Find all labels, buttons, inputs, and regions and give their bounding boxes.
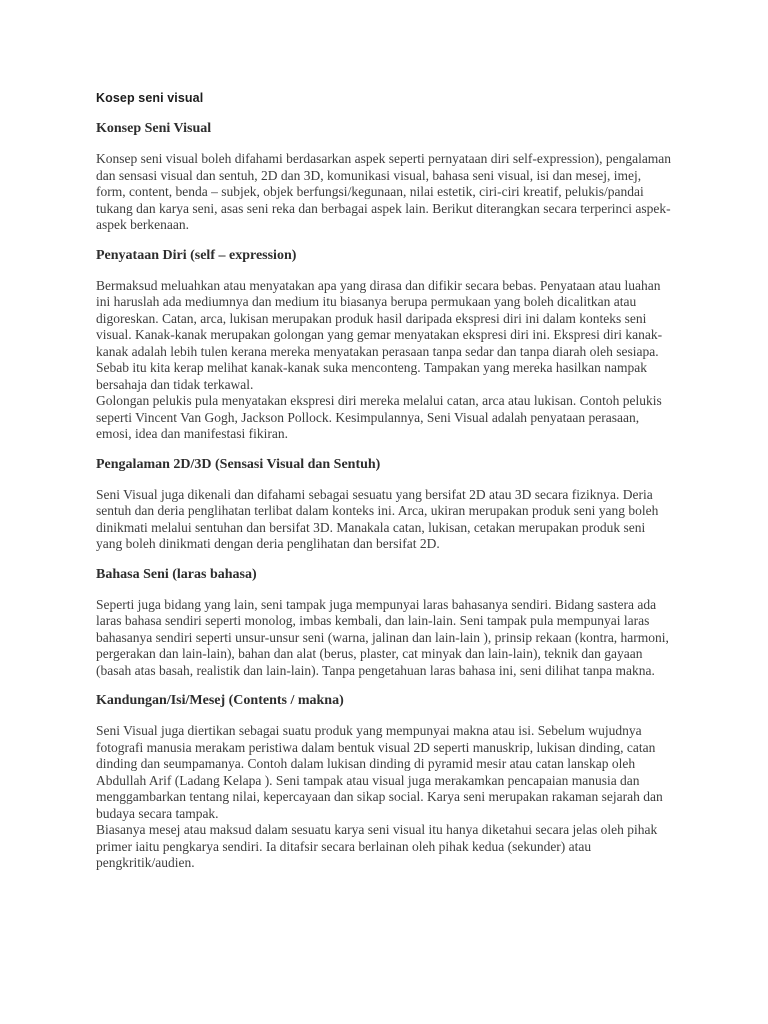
paragraph: Golongan pelukis pula menyatakan ekspresi diri mereka melalui catan, arca atau lukisan. Contoh pelukis seperti Vincent Van Gogh, Jackson Pollock. Kesimpulannya, Seni Visual adalah penyataan perasaan, emosi, idea dan manifestasi fikiran. <box>96 393 662 441</box>
section-heading-bahasa-seni: Bahasa Seni (laras bahasa) <box>96 566 257 582</box>
paragraph: Biasanya mesej atau maksud dalam sesuatu karya seni visual itu hanya diketahui secara jelas oleh pihak primer iaitu pengkarya sendiri. Ia ditafsir secara berlainan oleh pihak kedua (sekunder) atau pengkritik/audien. <box>96 822 658 870</box>
paragraph: Seni Visual juga dikenali dan difahami sebagai sesuatu yang bersifat 2D atau 3D secara fiziknya. Deria sentuh dan deria penglihatan terlibat dalam konteks ini. Arca, ukiran merupakan produk seni yang boleh dinikmati melalui sentuhan dan bersifat 3D. Manakala catan, lukisan, cetakan merupakan produk seni yang boleh dinikmati dengan deria penglihatan dan bersifat 2D. <box>96 486 659 551</box>
paragraph: Seni Visual juga diertikan sebagai suatu produk yang mempunyai makna atau isi. Sebelum wujudnya fotografi manusia merakam peristiwa dalam bentuk visual 2D seperti manuskrip, lukisan dinding, catan dinding dan seumpamanya. Contoh dalam lukisan dinding di pyramid mesir atau catan lanskap oleh Abdullah Arif (Ladang Kelapa ). Seni tampak atau visual juga merakamkan pencapaian manusia dan menggambarkan tentang nilai, kepercayaan dan sikap social. Karya seni merupakan rakaman sejarah dan budaya secara tampak. <box>96 723 663 821</box>
section-heading-pengalaman-2d-3d: Pengalaman 2D/3D (Sensasi Visual dan Sentuh) <box>96 456 381 472</box>
paragraph: Seperti juga bidang yang lain, seni tampak juga mempunyai laras bahasanya sendiri. Bidang sastera ada laras bahasa sendiri seperti monolog, imbas kembali, dan lain-lain. Seni tampak pula mempunyai laras bahasanya sendiri seperti unsur-unsur seni (warna, jalinan dan lain-lain ), prinsip rekaan (kontra, harmoni, pergerakan dan lain-lain), bahan dan alat (berus, plaster, cat minyak dan lain-lain), teknik dan gayaan (basah atas basah, realistik dan lain-lain). Tanpa pengetahuan laras bahasa ini, seni dilihat tanpa makna. <box>96 596 669 678</box>
section-heading-penyataan-diri: Penyataan Diri (self – expression) <box>96 247 297 263</box>
section-heading-kandungan-isi-mesej: Kandungan/Isi/Mesej (Contents / makna) <box>96 693 344 708</box>
doc-small-title: Kosep seni visual <box>96 91 204 105</box>
paragraph: Bermaksud meluahkan atau menyatakan apa yang dirasa dan difikir secara bebas. Penyataan atau luahan ini haruslah ada mediumnya dan medium itu biasanya berupa permukaan yang boleh dicalitkan atau digoreskan. Catan, arca, lukisan merupakan produk hasil daripada ekspresi diri ini dalam konteks seni visual. Kanak-kanak merupakan golongan yang gemar menyatakan ekspresi diri ini. Ekspresi diri kanak-kanak adalah lebih tulen kerana mereka menyatakan perasaan tanpa sedar dan tanpa diarah oleh sesiapa. Sebab itu kita kerap melihat kanak-kanak suka menconteng. Tampakan yang mereka hasilkan nampak bersahaja dan tidak terkawal. <box>96 277 663 392</box>
intro-paragraph: Konsep seni visual boleh difahami berdasarkan aspek seperti pernyataan diri self-expression), pengalaman dan sensasi visual dan sentuh, 2D dan 3D, komunikasi visual, bahasa seni visual, isi dan mesej, imej, form, content, benda – subjek, objek berfungsi/kegunaan, nilai estetik, ciri-ciri kreatif, pelukis/pandai tukang dan karya seni, asas seni reka dan berbagai aspek lain. Berikut diterangkan secara terperinci aspek-aspek berkenaan. <box>96 151 672 232</box>
doc-title: Konsep Seni Visual <box>96 121 212 136</box>
